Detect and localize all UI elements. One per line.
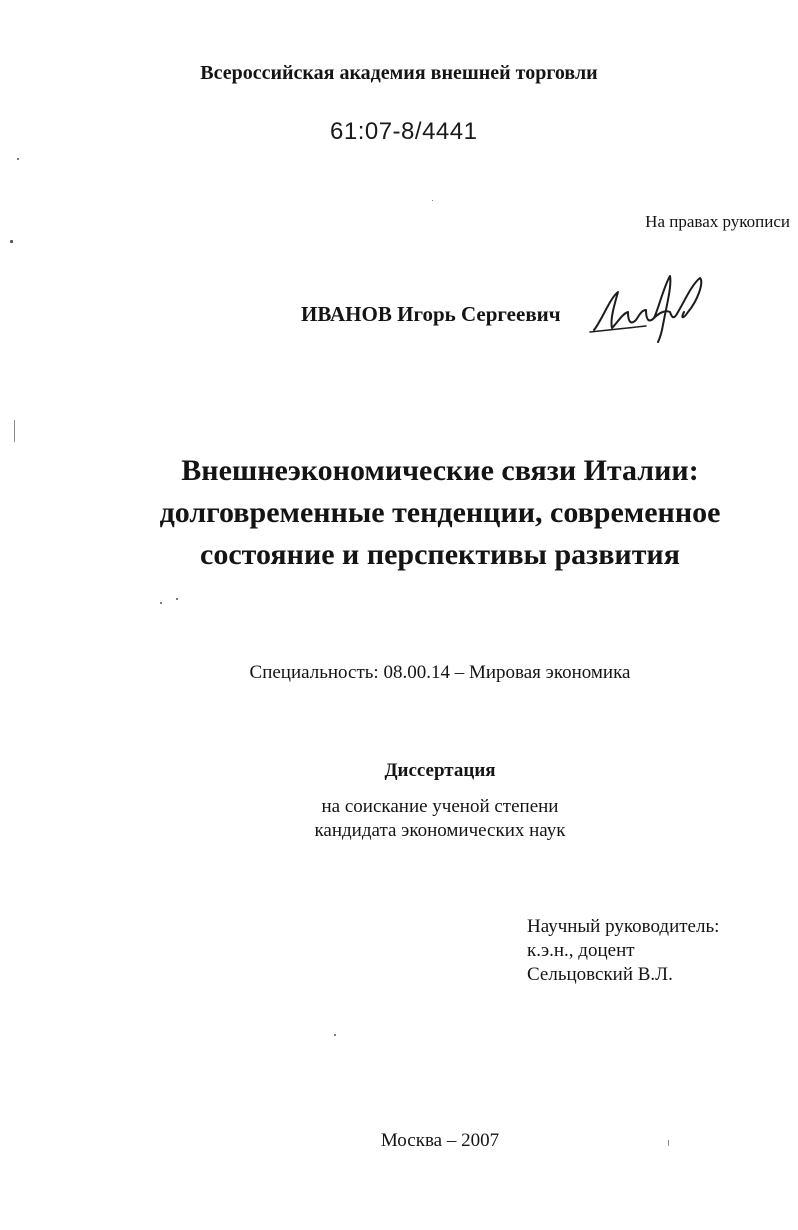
scan-speck bbox=[160, 602, 162, 604]
handwritten-signature bbox=[588, 272, 708, 344]
degree-line-1: на соискание ученой степени bbox=[321, 796, 559, 817]
scan-speck bbox=[176, 598, 178, 600]
city-year: Москва – 2007 bbox=[380, 1130, 500, 1151]
academy-name: Всероссийская академия внешней торговли bbox=[200, 62, 598, 84]
degree-line-2: кандидата экономических наук bbox=[314, 820, 566, 841]
scan-speck bbox=[334, 1034, 336, 1036]
scan-speck bbox=[14, 420, 15, 442]
title-line-1: Внешнеэкономические связи Италии: bbox=[181, 454, 699, 487]
dissertation-title bbox=[0, 450, 798, 576]
specialty-line: Специальность: 08.00.14 – Мировая экономика bbox=[249, 662, 631, 683]
author-name: ИВАНОВ Игорь Сергеевич bbox=[301, 302, 561, 326]
title-line-3: состояние и перспективы развития bbox=[200, 538, 680, 571]
dissertation-label: Диссертация bbox=[384, 760, 496, 781]
catalog-number: 61:07-8/4441 bbox=[330, 118, 478, 145]
scan-speck bbox=[432, 200, 433, 201]
rights-note: На правах рукописи bbox=[645, 212, 790, 231]
scan-speck bbox=[17, 158, 19, 160]
scan-speck bbox=[668, 1140, 669, 1146]
supervisor-title: к.э.н., доцент bbox=[527, 940, 635, 961]
supervisor-name: Сельцовский В.Л. bbox=[527, 964, 673, 985]
supervisor-label: Научный руководитель: bbox=[527, 916, 720, 937]
scan-speck bbox=[10, 240, 13, 243]
title-line-2: долговременные тенденции, современное bbox=[159, 496, 721, 529]
